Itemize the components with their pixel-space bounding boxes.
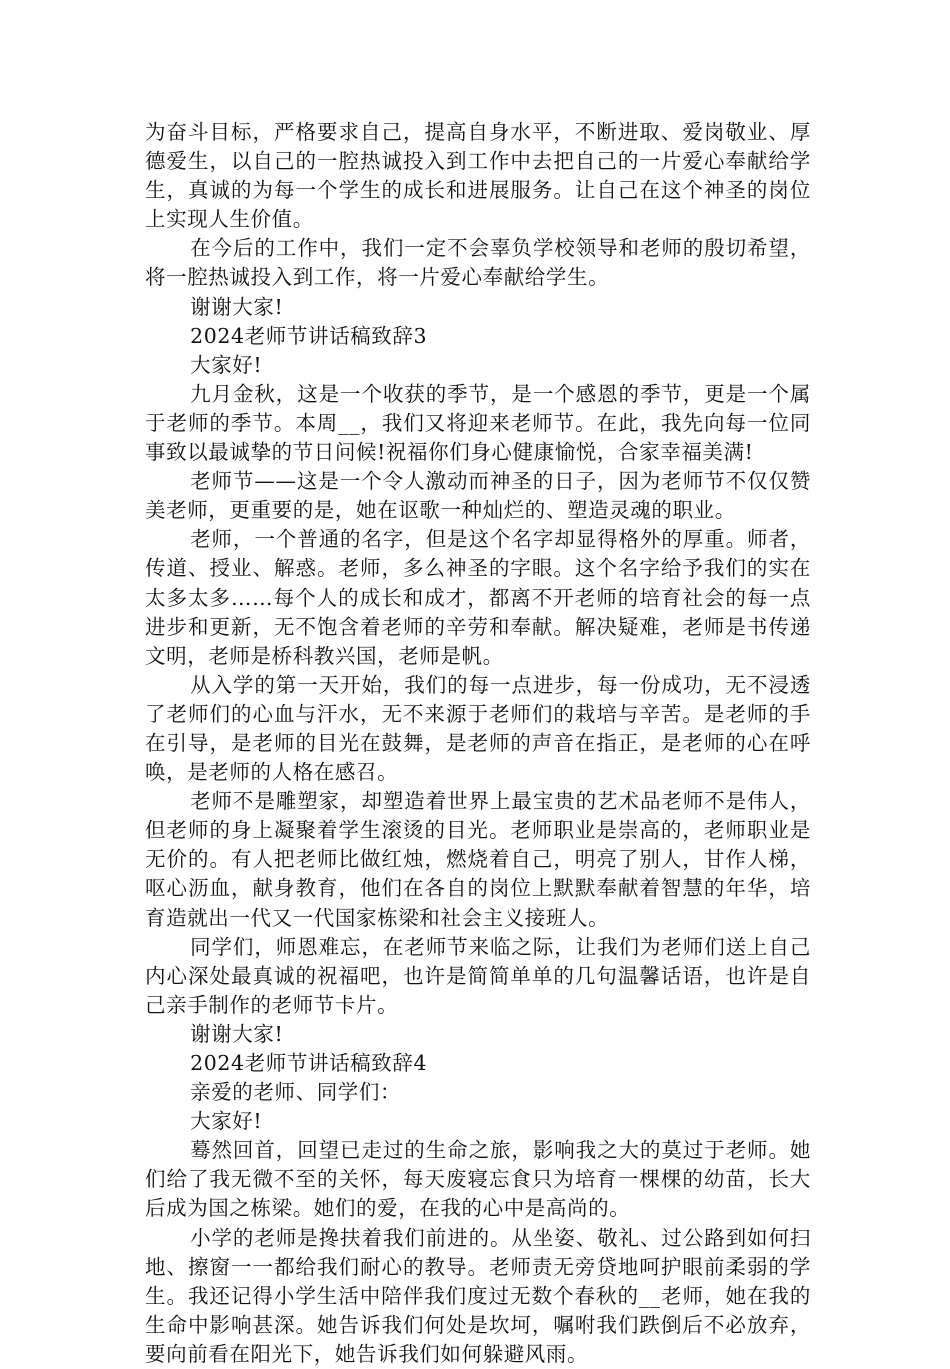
- paragraph: 从入学的第一天开始，我们的每一点进步，每一份成功，无不浸透了老师们的心血与汗水，无不来源于老师们的栽培与辛苦。是老师的手在引导，是老师的目光在鼓舞，是老师的声音在指正，是老师的心在呼唤，是老师的人格在感召。: [145, 672, 811, 785]
- salutation: 亲爱的老师、同学们：: [190, 1080, 402, 1105]
- paragraph: 小学的老师是搀扶着我们前进的。从坐姿、敬礼、过公路到如何扫地、擦窗一一都给我们耐心的教导。老师责无旁贷地呵护眼前柔弱的学生。我还记得小学生活中陪伴我们度过无数个春秋的__老师，她在我的生命中影响甚深。她告诉我们何处是坎坷，嘱咐我们跌倒后不必放弃，要向前看在阳光下，她告诉我们如何躲避风雨。: [145, 1225, 811, 1366]
- paragraph: 老师节——这是一个令人激动而神圣的日子，因为老师节不仅仅赞美老师，更重要的是，她在讴歌一种灿烂的、塑造灵魂的职业。: [145, 469, 811, 523]
- closing-thanks: 谢谢大家!: [190, 1021, 284, 1046]
- greeting: 大家好!: [190, 352, 263, 377]
- paragraph: 蓦然回首，回望已走过的生命之旅，影响我之大的莫过于老师。她们给了我无微不至的关怀，每天废寝忘食只为培育一棵棵的幼苗，长大后成为国之栋梁。她们的爱，在我的心中是高尚的。: [145, 1138, 811, 1221]
- section-heading: 2024老师节讲话稿致辞4: [190, 1051, 428, 1075]
- paragraph: 老师不是雕塑家，却塑造着世界上最宝贵的艺术品老师不是伟人，但老师的身上凝聚着学生滚烫的目光。老师职业是崇高的，老师职业是无价的。有人把老师比做红烛，燃烧着自己，明亮了别人，甘作人梯，呕心沥血，献身教育，他们在各自的岗位上默默奉献着智慧的年华，培育造就出一代又一代国家栋梁和社会主义接班人。: [145, 789, 811, 930]
- paragraph: 同学们，师恩难忘，在老师节来临之际，让我们为老师们送上自己内心深处最真诚的祝福吧，也许是简简单单的几句温馨话语，也许是自己亲手制作的老师节卡片。: [145, 934, 811, 1017]
- paragraph: 老师，一个普通的名字，但是这个名字却显得格外的厚重。师者，传道、授业、解惑。老师，多么神圣的字眼。这个名字给予我们的实在太多太多……每个人的成长和成才，都离不开老师的培育社会的每一点进步和更新，无不饱含着老师的辛劳和奉献。解决疑难，老师是书传递文明，老师是桥科教兴国，老师是帆。: [145, 527, 811, 668]
- document-page: [145, 118, 811, 1369]
- paragraph: 在今后的工作中，我们一定不会辜负学校领导和老师的殷切希望，将一腔热诚投入到工作，将一片爱心奉献给学生。: [145, 236, 811, 290]
- paragraph: 九月金秋，这是一个收获的季节，是一个感恩的季节，更是一个属于老师的季节。本周__，我们又将迎来老师节。在此，我先向每一位同事致以最诚挚的节日问候!祝福你们身心健康愉悦，合家幸福美满!: [145, 381, 811, 465]
- section-heading: 2024老师节讲话稿致辞3: [190, 323, 428, 348]
- closing-thanks: 谢谢大家!: [190, 294, 284, 319]
- greeting: 大家好!: [190, 1109, 263, 1134]
- paragraph: 为奋斗目标，严格要求自己，提高自身水平，不断进取、爱岗敬业、厚德爱生，以自己的一腔热诚投入到工作中去把自己的一片爱心奉献给学生，真诚的为每一个学生的成长和进展服务。让自己在这个神圣的岗位上实现人生价值。: [145, 120, 811, 232]
